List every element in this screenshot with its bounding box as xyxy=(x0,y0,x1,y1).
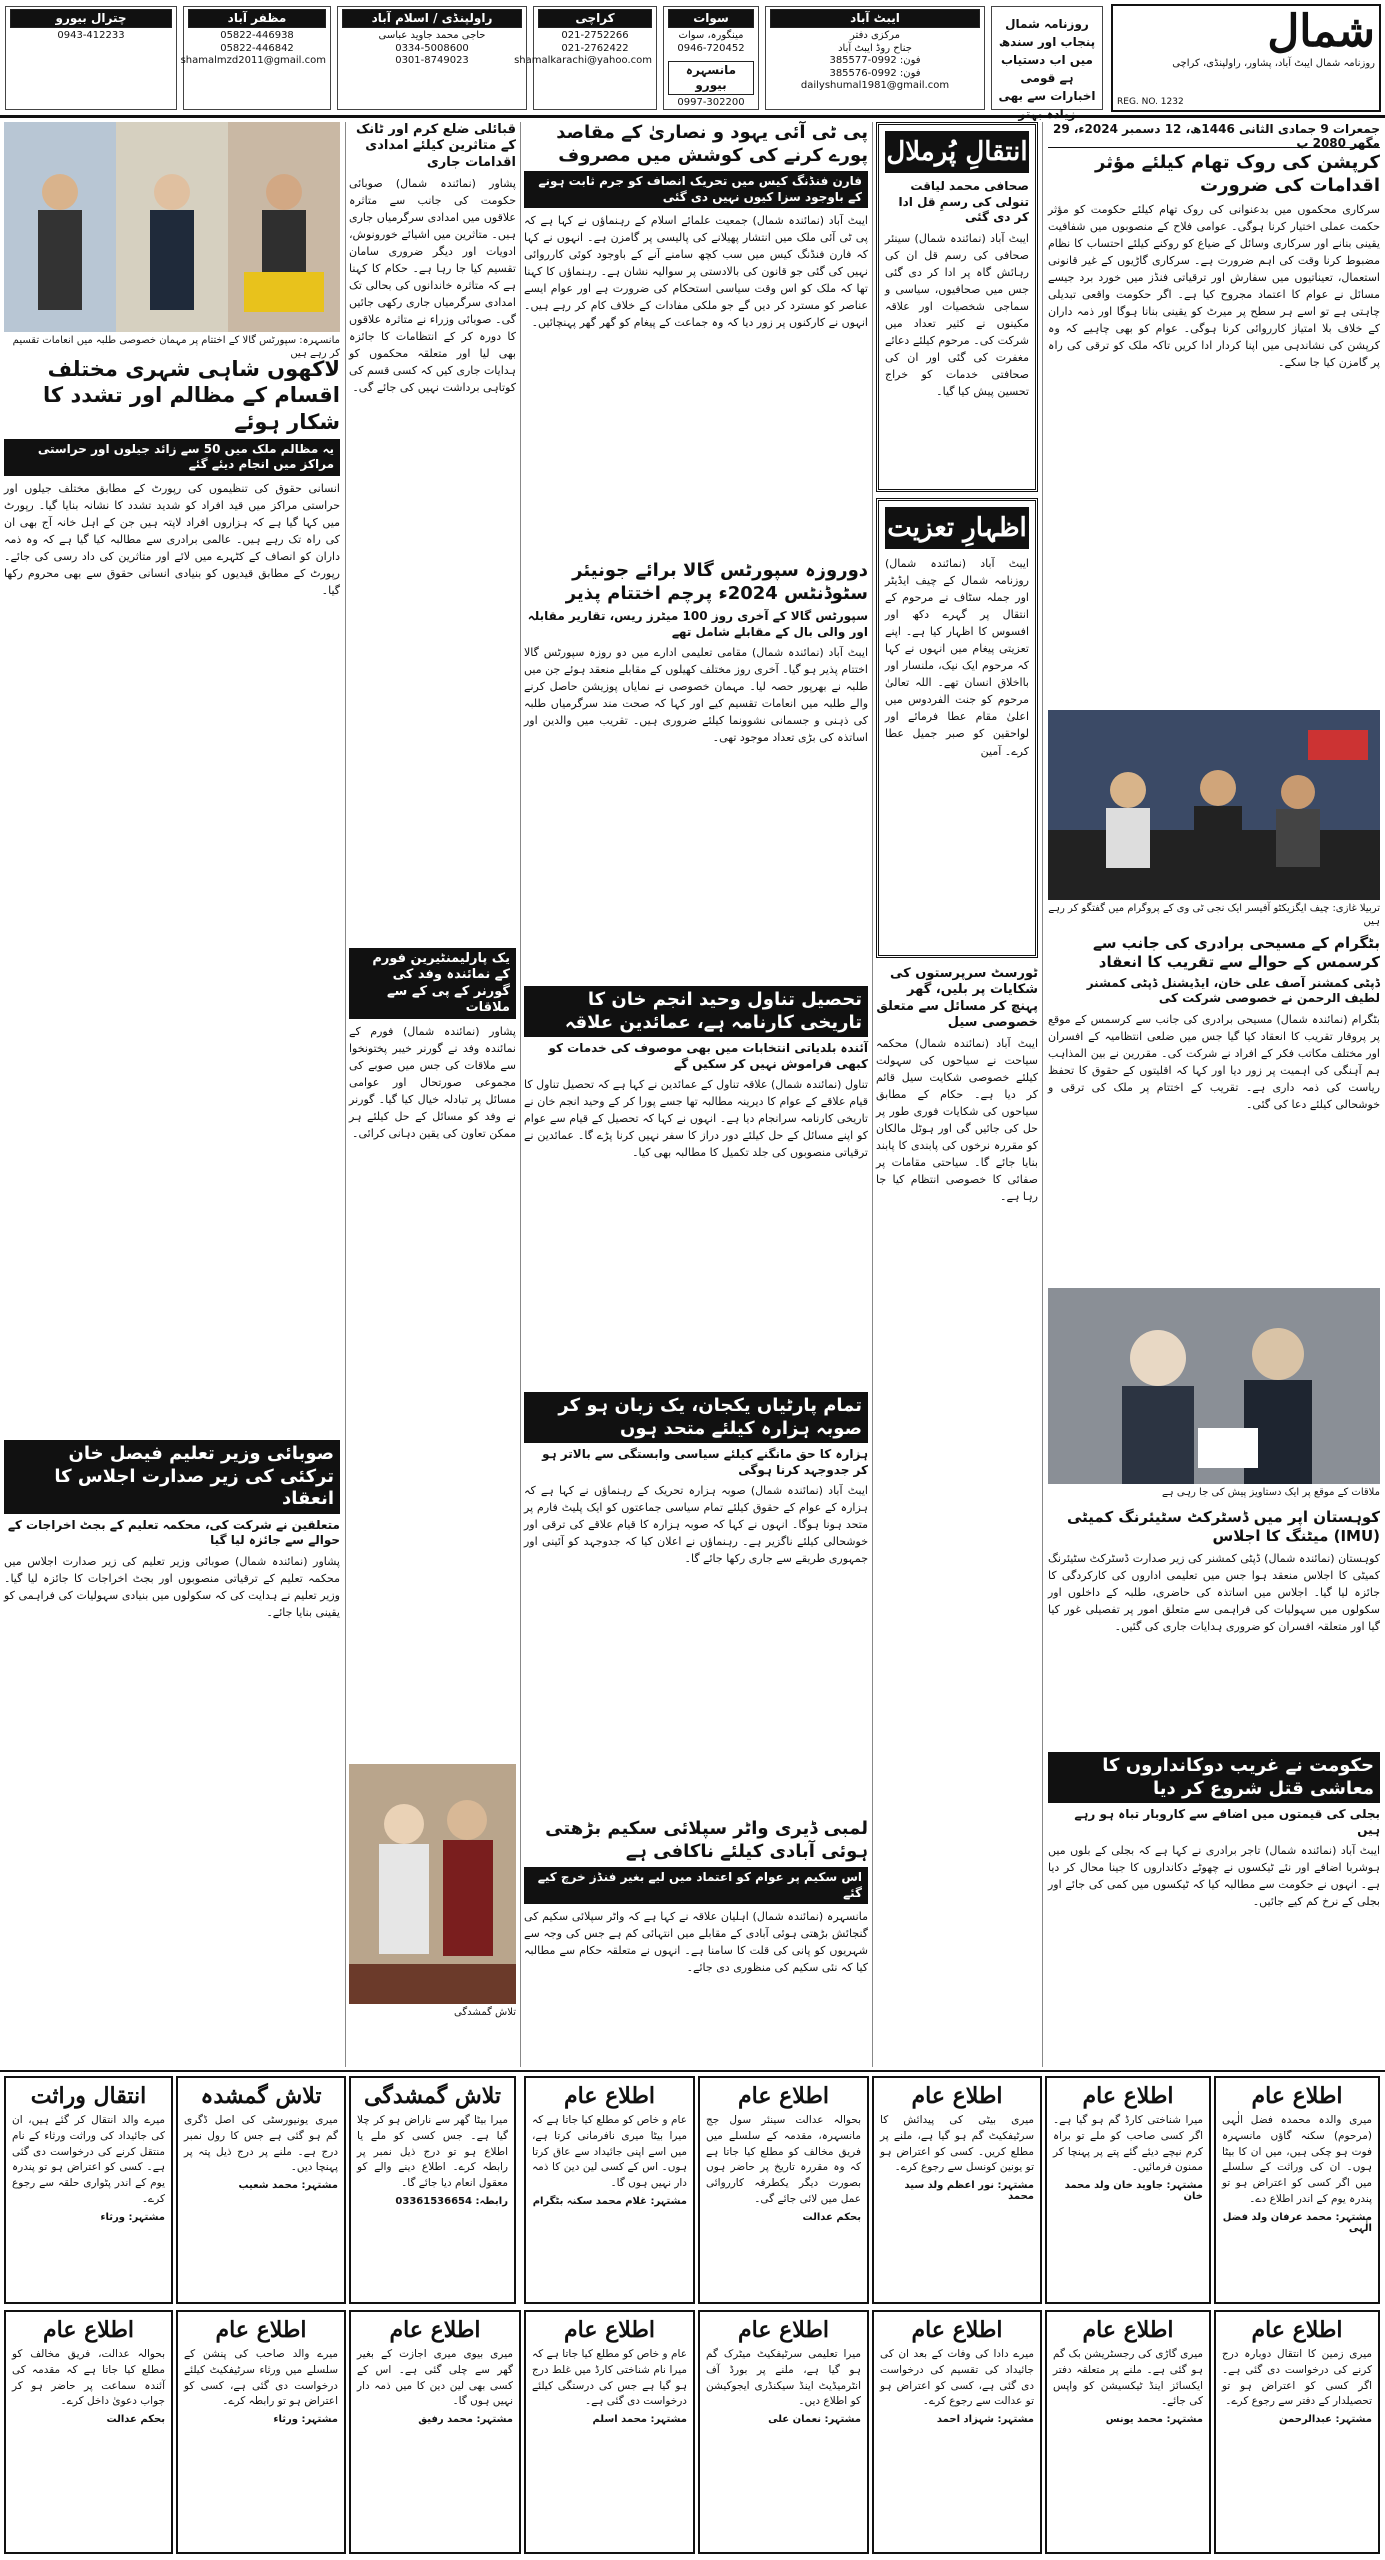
article-body: بٹگرام (نمائندہ شمال) مسیحی برادری کی جانب سے کرسمس کے موقع پر پروقار تقریب کا انعقاد کیا گیا جس میں ضلعی انتظامیہ کے افسران اور مختلف مکاتب فکر کے افراد نے شرکت کی۔ مقررین نے بین المذاہب ہم آہنگی کی اہمیت پر زور دیا اور کہا کہ اقلیتوں کے حقوق کا تحفظ ریاست کی ذمہ داری ہے۔ تقریب کے اختتام پر ملک کی ترقی و خوشحالی کیلئے دعا کی گئی۔ xyxy=(1048,1012,1380,1111)
office-city: سوات xyxy=(668,9,754,28)
notice-title: اطلاع عام xyxy=(389,2317,481,2343)
article-body: ایبٹ آباد (نمائندہ شمال) جمعیت علمائے اسلام کے رہنماؤں نے کہا ہے کہ پی ٹی آئی ملک میں انتشار پھیلانے کی پالیسی پر گامزن ہے۔ انہوں نے کہا کہ فارن فنڈنگ کیس میں سب کچھ سامنے آنے کے باوجود کوئی کارروائی نہیں کی گئی جو قانون کی بالادستی پر سوالیہ نشان ہے۔ رہنماؤں کا کہنا تھا کہ ملک کو اس وقت سیاسی استحکام کی ضرورت ہے اور عوام ایسے عناصر کو مسترد کر دیں گے جو ملکی مفادات کے خلاف کام کر رہے ہیں۔ انہوں نے کارکنوں پر زور دیا کہ وہ جماعت کے پیغام کو گھر گھر پہنچائیں۔ xyxy=(524,214,868,330)
newspaper-logo xyxy=(1111,4,1381,112)
registration-number: REG. NO. 1232 xyxy=(1117,97,1184,107)
subhead: ڈپٹی کمشنر آصف علی خان، ایڈیشنل ڈپٹی کمشنر لطیف الرحمن نے خصوصی شرکت کی xyxy=(1086,975,1380,1006)
photo-studio-caption: تربیلا غازی: چیف ایگزیکٹو آفیسر ایک نجی ٹی وی کے پروگرام میں گفتگو کر رہے ہیں xyxy=(1048,902,1380,930)
office-city: مانسہرہ بیورو xyxy=(668,61,754,95)
notice-title: اطلاع عام xyxy=(911,2317,1003,2343)
notice-title: اطلاع عام xyxy=(564,2083,655,2109)
notice-title: انتقال وراثت xyxy=(30,2083,147,2109)
headline: تمام پارٹیاں یکجان، یک زبان ہو کر صوبہ ہزارہ کیلئے متحد ہوں xyxy=(524,1392,868,1443)
notice-text: میری یونیورسٹی کی اصل ڈگری گم ہو گئی ہے جس کا رول نمبر درج ہے۔ ملنے پر درج ذیل پتہ پر پہنچا دیں۔ xyxy=(184,2114,338,2174)
office-label: مرکزی دفتر xyxy=(850,30,900,41)
notice-text: میرا تعلیمی سرٹیفکیٹ میٹرک گم ہو گیا ہے، ملنے پر بورڈ آف انٹرمیڈیٹ اینڈ سیکنڈری ایجوکیشن کو اطلاع دیں۔ xyxy=(706,2348,861,2408)
notice-text: میری بیوی میری اجازت کے بغیر گھر سے چلی گئی ہے۔ اس کے کسی بھی لین دین کا میں ذمہ دار نہیں ہوں گا۔ xyxy=(357,2348,513,2408)
notice xyxy=(349,2076,516,2304)
notice-footer: مشتہر: ورثاء xyxy=(100,2211,165,2223)
date-text: جمعرات 9 جمادی الثانی 1446ھ، 12 دسمبر 2024ء، 29 مگھر 2080 ب xyxy=(1052,122,1380,150)
article-corruption xyxy=(1048,152,1380,704)
photo-missing-caption: تلاش گمشدگی xyxy=(349,2006,516,2024)
article-shopkeepers xyxy=(1048,1752,1380,2067)
photo-ceremony-caption: مانسہرہ: سپورٹس گالا کے اختتام پر مہمان خصوصی طلبہ میں انعامات تقسیم کر رہے ہیں xyxy=(4,334,340,352)
notice xyxy=(872,2076,1042,2304)
logo-name: شمال xyxy=(1267,6,1375,57)
article-body: انسانی حقوق کی تنظیموں کی رپورٹ کے مطابق مختلف جیلوں اور حراستی مراکز میں قید افراد کو شدید تشدد کا نشانہ بنایا گیا۔ رپورٹ میں کہا گیا ہے کہ ہزاروں افراد لاپتہ ہیں جن کے اہل خانہ آج بھی ان کی راہ تک رہے ہیں۔ عالمی برادری سے مطالبہ کیا گیا ہے کہ وہ ذمہ داران کو انصاف کے کٹہرے میں لائے اور متاثرین کی داد رسی کی جائے۔ رپورٹ کے مطابق قیدیوں کو بنیادی انسانی حقوق سے بھی محروم رکھا گیا۔ xyxy=(4,481,340,598)
notice-title: اطلاع عام xyxy=(564,2317,655,2343)
article-tanawal xyxy=(524,986,868,1386)
box-title: اظہارِ تعزیت xyxy=(885,507,1029,549)
column-rule xyxy=(1042,122,1043,2067)
notice xyxy=(349,2310,521,2554)
office-line: فون: 0992-385577 xyxy=(829,55,921,66)
article-body: کوہستان (نمائندہ شمال) ڈپٹی کمشنر کی زیر صدارت ڈسٹرکٹ سٹیئرنگ کمیٹی کا اجلاس منعقد ہوا جس میں تعلیمی اداروں کی کارکردگی کا جائزہ لیا گیا۔ اجلاس میں اساتذہ کی حاضری، طلبہ کے داخلوں اور سکولوں میں سہولیات کی فراہمی سے متعلق امور پر تفصیلی غور کیا گیا اور متعلقہ افسران کو ضروری ہدایات جاری کی گئیں۔ xyxy=(1048,1551,1380,1633)
article-education xyxy=(4,1440,340,2066)
article-body: ایبٹ آباد (نمائندہ شمال) تاجر برادری نے کہا ہے کہ بجلی کے بلوں میں ہوشربا اضافے اور نئے ٹیکسوں نے چھوٹے دکانداروں کا جینا محال کر دیا ہے۔ انہوں نے حکومت سے مطالبہ کیا کہ ٹیکسوں میں کمی کی جائے اور بجلی کے نرخ کم کیے جائیں۔ xyxy=(1048,1844,1380,1909)
headline: بٹگرام کے مسیحی برادری کی جانب سے کرسمس کے حوالے سے تقریب کا انعقاد xyxy=(1092,934,1380,971)
notice-title: تلاش گمشدہ xyxy=(200,2083,322,2109)
article-forum xyxy=(349,948,516,1758)
article-sports xyxy=(524,560,868,980)
article-body: پشاور (نمائندہ شمال) صوبائی حکومت کی جانب سے متاثرہ علاقوں میں امدادی سرگرمیاں جاری ہیں۔ متاثرین میں اشیائے خورونوش، ادویات اور دیگر ضروری سامان تقسیم کیا جا رہا ہے۔ حکام کا کہنا ہے کہ متاثرہ خاندانوں کی بحالی تک امدادی سرگرمیاں جاری رکھی جائیں گی۔ صوبائی وزراء نے متاثرہ علاقوں کا دورہ کر کے انتظامات کا جائزہ بھی لیا اور متعلقہ محکموں کو ہدایات جاری کیں کہ کسی قسم کی کوتاہی برداشت نہیں کی جائے گی۔ xyxy=(349,176,516,395)
notice xyxy=(524,2076,695,2304)
notice-text: میرا شناختی کارڈ گم ہو گیا ہے۔ اگر کسی صاحب کو ملے تو براہ کرم نیچے دیئے گئے پتے پر پہنچا کر ممنون فرمائیں۔ xyxy=(1053,2114,1203,2174)
subhead: صحافی محمد لیاقت تنولی کی رسمِ قل ادا کر دی گئی xyxy=(898,179,1029,225)
notice-title: اطلاع عام xyxy=(215,2317,307,2343)
box-title: انتقالِ پُرملال xyxy=(885,131,1029,173)
article-water xyxy=(524,1818,868,2066)
office-line: حاجی محمد جاوید عباسی xyxy=(378,30,486,41)
article-body: سرکاری محکموں میں بدعنوانی کی روک تھام کیلئے حکومت کو مؤثر حکمت عملی اختیار کرنا ہوگی۔ عوامی فلاح کے منصوبوں میں شفافیت یقینی بنانے اور سرکاری وسائل کے ضیاع کو روکنے کیلئے احتساب کا نظام مضبوط کرنا وقت کی اہم ضرورت ہے۔ سرکاری گاڑیوں کے غیر قانونی استعمال، تعیناتیوں میں سفارش اور ترقیاتی فنڈز میں خورد برد جیسے مسائل نے عوام کا اعتماد مجروح کیا ہے۔ اگر حکومت واقعی تبدیلی چاہتی ہے تو اسے ہر سطح پر میرٹ کو یقینی بنانا ہوگا اور ذمہ داران کے خلاف بلا امتیاز کارروائی کرنا ہوگی۔ عوام کو بھی چاہیے کہ وہ کرپشن کی نشاندہی میں اپنا کردار ادا کریں تاکہ ملک کو ترقی کی راہ پر گامزن کیا جا سکے۔ xyxy=(1048,203,1380,370)
office-city: راولپنڈی / اسلام آباد xyxy=(342,9,522,28)
notice-title: اطلاع عام xyxy=(1082,2317,1174,2343)
headline: لاکھوں شاہی شہری مختلف اقسام کے مظالم اور تشدد کا شکار ہوئے xyxy=(43,357,340,434)
notice xyxy=(4,2076,173,2304)
photo-missing-image xyxy=(349,1764,516,2004)
headline: تحصیل تناول وحید انجم خان کا تاریخی کارنامہ ہے، عمائدین علاقہ xyxy=(524,986,868,1037)
headline: دوروزہ سپورٹس گالا برائے جونیئر سٹوڈنٹس 2024ء پرچم اختتام پذیر xyxy=(565,560,868,604)
subhead: اس سکیم پر عوام کو اعتماد میں لیے بغیر فنڈز خرچ کیے گئے xyxy=(524,1867,868,1904)
notice-text: میرے والد انتقال کر گئے ہیں، ان کی جائیداد کی وراثت ورثاء کے نام منتقل کرنے کی درخواست دی گئی ہے۔ کسی کو اعتراض ہو تو پندرہ یوم کے اندر پٹواری حلقہ سے رجوع کرے۔ xyxy=(12,2114,165,2205)
office-karachi xyxy=(514,6,657,110)
article-christmas xyxy=(1048,934,1380,1334)
notice-footer: مشتہر: غلام محمد سکنہ بٹگرام xyxy=(532,2195,687,2207)
photo-missing xyxy=(349,1764,516,2004)
notice xyxy=(176,2310,346,2554)
notice-footer: بحکم عدالت xyxy=(106,2414,165,2425)
office-line: 0946-720452 xyxy=(677,42,745,54)
photo-studio xyxy=(1048,710,1380,900)
notice-text: میری بیٹی کی پیدائش کا سرٹیفکیٹ گم ہو گیا ہے، ملنے پر مطلع کریں۔ کسی کو اعتراض ہو تو یونین کونسل سے رجوع کرے۔ xyxy=(880,2114,1034,2174)
article-body: ایبٹ آباد (نمائندہ شمال) محکمہ سیاحت نے سیاحوں کی سہولت کیلئے خصوصی شکایت سیل قائم کر دیا ہے۔ حکام کے مطابق سیاحوں کی شکایات فوری طور پر حل کی جائیں گی اور ہوٹل مالکان کو مقررہ نرخوں کی پابندی کا پابند بنایا جائے گا۔ سیاحتی مقامات پر صفائی کا خصوصی انتظام کیا جا رہا ہے۔ xyxy=(876,1037,1038,1204)
subhead: ہزارہ کا حق مانگنے کیلئے سیاسی وابستگی سے بالاتر ہو کر جدوجہد کرنا ہوگی xyxy=(542,1447,868,1477)
office-chitral xyxy=(5,6,177,110)
office-line: 021-2762422 xyxy=(561,42,629,54)
notice-footer: مشتہر: عبدالرحمن xyxy=(1278,2414,1372,2425)
article-body: پشاور (نمائندہ شمال) فورم کے نمائندہ وفد نے گورنر خیبر پختونخوا سے ملاقات کی جس میں صوبے کی مجموعی صورتحال اور عوامی مسائل پر تبادلہ خیال کیا گیا۔ گورنر نے وفد کو مسائل کے حل کیلئے ہر ممکن تعاون کی یقین دہانی کرائی۔ xyxy=(349,1025,516,1141)
notice-footer: مشتہر: شہزاد احمد xyxy=(936,2414,1034,2425)
notice-text: عام و خاص کو مطلع کیا جاتا ہے کہ میرا نام شناختی کارڈ میں غلط درج ہو گیا ہے جس کی درستگی کیلئے درخواست دی گئی ہے۔ xyxy=(532,2348,687,2408)
article-body: ایبٹ آباد (نمائندہ شمال) سینئر صحافی کی رسم قل ان کی رہائش گاہ پر ادا کر دی گئی جس میں صحافیوں، سیاسی و سماجی شخصیات اور علاقہ مکینوں نے کثیر تعداد میں شرکت کی۔ مرحوم کیلئے دعائے مغفرت کی گئی اور ان کی صحافتی خدمات کو خراج تحسین پیش کیا گیا۔ xyxy=(885,231,1029,399)
notice-title: اطلاع عام xyxy=(738,2317,829,2343)
office-city: مظفر آباد xyxy=(188,9,326,28)
notice-title: تلاش گمشدگی xyxy=(364,2083,501,2109)
office-line: مینگورہ، سوات xyxy=(678,30,744,41)
notice xyxy=(1045,2076,1211,2304)
photo-ceremony-image xyxy=(4,122,340,332)
notice-title: اطلاع عام xyxy=(1251,2083,1343,2109)
headline: صوبائی وزیر تعلیم فیصل خان ترکئی کی زیر صدارت اجلاس کا انعقاد xyxy=(4,1440,340,1514)
office-line: 021-2752266 xyxy=(561,30,629,41)
office-email[interactable]: shamalkarachi@yahoo.com xyxy=(514,55,652,66)
office-city: ایبٹ آباد xyxy=(770,9,980,28)
subhead: آئندہ بلدیاتی انتخابات میں بھی موصوف کی خدمات کو کبھی فراموش نہیں کر سکیں گے xyxy=(548,1041,868,1071)
article-prisoners xyxy=(4,356,340,1436)
article-body: ایبٹ آباد (نمائندہ شمال) مقامی تعلیمی ادارے میں دو روزہ سپورٹس گالا اختتام پذیر ہو گیا۔ آخری روز مختلف کھیلوں کے مقابلے منعقد ہوئے جن میں طلبہ نے بھرپور حصہ لیا۔ مہمان خصوصی نے نمایاں پوزیشن حاصل کرنے والے طلبہ میں انعامات تقسیم کیے اور کہا کہ صحت مند سرگرمیاں طلبہ کی ذہنی و جسمانی نشوونما کیلئے ضروری ہیں۔ تقریب میں والدین اور اساتذہ کی بڑی تعداد موجود تھی۔ xyxy=(524,646,868,745)
notice-text: میری والدہ محمدہ فضل الٰہی (مرحوم) سکنہ گاؤں مانسہرہ فوت ہو چکی ہیں، میں ان کا بیٹا ہوں۔ ان کی وراثت کے سلسلے میں اگر کسی کو اعتراض ہو تو پندرہ یوم کے اندر اطلاع دے۔ xyxy=(1222,2114,1372,2205)
office-line: جناح روڈ ایبٹ آباد xyxy=(838,42,912,54)
notice xyxy=(524,2310,695,2554)
notice-footer: مشتہر: جاوید خان ولد محمد خان xyxy=(1064,2180,1203,2202)
notice-text: میری گاڑی کی رجسٹریشن بک گم ہو گئی ہے۔ ملنے پر متعلقہ دفتر ایکسائز اینڈ ٹیکسیشن کو واپس کی جائے۔ xyxy=(1053,2348,1203,2408)
notice xyxy=(872,2310,1042,2554)
photo-ceremony xyxy=(4,122,340,332)
notice-footer: رابطہ: 03361536654 xyxy=(395,2195,508,2207)
notice-text: بحوالہ عدالت، فریق مخالف کو مطلع کیا جاتا ہے کہ مقدمہ کی آئندہ سماعت پر حاضر ہو کر جواب دعویٰ داخل کرے۔ xyxy=(12,2348,165,2408)
subhead: یہ مظالم ملک میں 50 سے زائد جیلوں اور حراستی مراکز میں انجام دیئے گئے xyxy=(4,439,340,476)
article-tourism xyxy=(876,966,1038,2066)
notice-text: میری زمین کا انتقال دوبارہ درج کرنے کی درخواست دی گئی ہے۔ اگر کسی کو اعتراض ہو تو تحصیلدار کے دفتر سے رجوع کرے۔ xyxy=(1222,2348,1372,2408)
notice-footer: مشتہر: محمد شعیب xyxy=(238,2180,338,2191)
notice-footer: مشتہر: نور اعظم ولد سید محمد xyxy=(904,2180,1034,2202)
headline: حکومت نے غریب دوکانداروں کا معاشی قتل شروع کر دیا xyxy=(1048,1752,1380,1803)
subhead: فارن فنڈنگ کیس میں تحریک انصاف کو جرم ثابت ہونے کے باوجود سزا کیوں نہیں دی گئی xyxy=(524,171,868,208)
office-abbottabad xyxy=(765,6,985,110)
photo-studio-image xyxy=(1048,710,1380,900)
notice-footer: مشتہر: محمد یونس xyxy=(1105,2414,1203,2425)
photo-meeting xyxy=(1048,1288,1380,1484)
notice xyxy=(4,2310,173,2554)
article-tribal xyxy=(349,122,516,942)
office-rawalpindi xyxy=(337,6,527,110)
office-city: کراچی xyxy=(538,9,652,28)
notice-footer: مشتہر: محمد اسلم xyxy=(592,2414,687,2425)
notice-text: بحوالہ عدالت سینئر سول جج مانسہرہ، مقدمہ کے سلسلے میں فریق مخالف کو مطلع کیا جاتا ہے کہ وہ مقررہ تاریخ پر حاضر ہوں بصورت دیگر یکطرفہ کارروائی عمل میں لائی جائے گی۔ xyxy=(706,2114,861,2205)
headline: کرپشن کی روک تھام کیلئے مؤثر اقدامات کی ضرورت xyxy=(1095,152,1380,196)
subhead: سپورٹس گالا کے آخری روز 100 میٹرز ریس، تقاریر مقابلہ اور والی بال کے مقابلے شامل تھے xyxy=(527,609,868,639)
classifieds-divider xyxy=(0,2070,1385,2072)
headline: قبائلی ضلع کرم اور ٹانک کے متاثرین کیلئے امدادی اقدامات جاری xyxy=(355,122,516,170)
notice xyxy=(176,2076,346,2304)
notice-title: اطلاع عام xyxy=(43,2317,134,2343)
notice-footer: مشتہر: محمد عرفان ولد فضل الٰہی xyxy=(1222,2211,1372,2234)
box-inteqal xyxy=(876,122,1038,492)
tagline-box xyxy=(991,6,1103,121)
notice-footer: مشتہر: محمد رفیق xyxy=(418,2414,513,2425)
notice-text: عام و خاص کو مطلع کیا جاتا ہے کہ میرا بیٹا میری نافرمانی کرتا ہے، میں اسے اپنی جائیداد سے عاق کرتا ہوں۔ اس کے کسی لین دین کا ذمہ دار نہیں ہوں گا۔ xyxy=(532,2114,687,2189)
office-email[interactable]: dailyshumal1981@gmail.com xyxy=(800,80,950,91)
article-body: مانسہرہ (نمائندہ شمال) اہلیان علاقہ نے کہا ہے کہ واٹر سپلائی سکیم کی گنجائش بڑھتی ہوئی آبادی کے مقابلے میں انتہائی کم ہے جس کی وجہ سے شہریوں کو پانی کی قلت کا سامنا ہے۔ انہوں نے متعلقہ حکام سے مطالبہ کیا کہ نئی سکیم کی منظوری دی جائے۔ xyxy=(524,1910,868,1975)
office-line: 0301-8749023 xyxy=(395,55,469,66)
date-line xyxy=(1048,122,1380,148)
notice xyxy=(1214,2310,1380,2554)
office-line: 05822-446842 xyxy=(220,42,294,54)
office-line: فون: 0992-385576 xyxy=(829,67,921,79)
office-line: 0943-412233 xyxy=(57,30,125,41)
article-body: تناول (نمائندہ شمال) علاقہ تناول کے عمائدین نے کہا ہے کہ تحصیل تناول کا قیام علاقے کے عوام کا دیرینہ مطالبہ تھا جسے پورا کر کے وحید انجم خان نے تاریخی کارنامہ سرانجام دیا ہے۔ انہوں نے کہا کہ تحصیل کے قیام سے عوام کو اپنے مسائل کے حل کیلئے دور دراز کا سفر نہیں کرنا پڑے گا۔ عمائدین نے ترقیاتی منصوبوں کی جلد تکمیل کا مطالبہ بھی کیا۔ xyxy=(524,1078,868,1160)
headline: کوہستان اپر میں ڈسٹرکٹ سٹیئرنگ کمیٹی (IMU) میٹنگ کا اجلاس xyxy=(1067,1508,1380,1545)
notice xyxy=(698,2310,869,2554)
logo-subtitle: روزنامہ شمال ایبٹ آباد، پشاور، راولپنڈی، کراچی xyxy=(1172,58,1375,69)
headline: یک پارلیمنٹیرین فورم کے نمائندہ وفد کی گورنر کے پی کے سے ملاقات xyxy=(349,948,516,1019)
article-body: ایبٹ آباد (نمائندہ شمال) روزنامہ شمال کے چیف ایڈیٹر اور جملہ سٹاف نے مرحوم کے انتقال پر گہرے دکھ اور افسوس کا اظہار کیا ہے۔ اپنے تعزیتی پیغام میں انہوں نے کہا کہ مرحوم ایک نیک، ملنسار اور بااخلاق انسان تھے۔ اللہ تعالیٰ مرحوم کو جنت الفردوس میں اعلیٰ مقام عطا فرمائے اور لواحقین کو صبر جمیل عطا کرے۔ آمین xyxy=(885,557,1029,758)
article-pti xyxy=(524,122,868,552)
notice-footer: مشتہر: نعمان علی xyxy=(768,2414,861,2425)
column-rule xyxy=(520,122,521,2067)
notice xyxy=(698,2076,869,2304)
headline: ٹورسٹ سرپرستوں کی شکایات پر بلیں، گھر پہنچ کر مسائل سے متعلق خصوصی سیل xyxy=(876,966,1038,1030)
tagline: روزنامہ شمال پنجاب اور سندھ میں اب دستیاب ہے قومی اخبارات سے بھی زیادہ بہتر xyxy=(998,17,1096,121)
notice-text: میرے دادا کی وفات کے بعد ان کی جائیداد کی تقسیم کی درخواست دی گئی ہے، کسی کو اعتراض ہو تو عدالت سے رجوع کرے۔ xyxy=(880,2348,1034,2408)
notice xyxy=(1045,2310,1211,2554)
article-kohistan xyxy=(1048,1508,1380,1748)
office-muzaffarabad xyxy=(180,6,331,110)
masthead xyxy=(0,0,1385,121)
notice-title: اطلاع عام xyxy=(911,2083,1003,2109)
headline: پی ٹی آئی یہود و نصاریٰ کے مقاصد پورے کرنے کی کوشش میں مصروف xyxy=(556,122,868,166)
notice-text: میرے والد صاحب کی پنشن کے سلسلے میں ورثاء سرٹیفکیٹ کیلئے درخواست دی گئی ہے، کسی کو اعتراض ہو تو رابطہ کرے۔ xyxy=(184,2348,338,2408)
subhead: متعلقین نے شرکت کی، محکمہ تعلیم کے بجٹ اخراجات کے حوالے سے جائزہ لیا گیا xyxy=(7,1517,340,1548)
subhead: بجلی کی قیمتوں میں اضافے سے کاروبار تباہ ہو رہے ہیں xyxy=(1074,1807,1380,1837)
notice-title: اطلاع عام xyxy=(1082,2083,1174,2109)
office-line: 05822-446938 xyxy=(220,30,294,41)
article-body: ایبٹ آباد (نمائندہ شمال) صوبہ ہزارہ تحریک کے رہنماؤں نے کہا ہے کہ ہزارہ کے عوام کے حقوق کیلئے تمام سیاسی جماعتوں کو ایک پلیٹ فارم پر متحد ہونا ہوگا۔ انہوں نے کہا کہ صوبہ ہزارہ کا قیام علاقے کی ترقی اور خوشحالی کیلئے ناگزیر ہے۔ رہنماؤں نے اعلان کیا کہ جدوجہد کو آئینی اور جمہوری طریقے سے جاری رکھا جائے گا۔ xyxy=(524,1484,868,1566)
photo-meeting-image xyxy=(1048,1288,1380,1484)
photo-meeting-caption: ملاقات کے موقع پر ایک دستاویز پیش کی جا رہی ہے xyxy=(1048,1486,1380,1504)
office-line: 0997-302200 xyxy=(677,97,745,108)
column-rule xyxy=(345,122,346,2067)
notice-footer: مشتہر: ورثاء xyxy=(273,2414,338,2425)
office-swat xyxy=(663,6,759,110)
office-email[interactable]: shamalmzd2011@gmail.com xyxy=(180,55,326,66)
box-tazeeat xyxy=(876,498,1038,958)
office-line: 0334-5008600 xyxy=(395,42,469,54)
notice-title: اطلاع عام xyxy=(1251,2317,1343,2343)
column-rule xyxy=(872,122,873,2067)
office-city: چترال بیورو xyxy=(10,9,172,28)
notice-title: اطلاع عام xyxy=(738,2083,829,2109)
notice xyxy=(1214,2076,1380,2304)
headline: لمبی ڈیری واٹر سپلائی سکیم بڑھتی ہوئی آبادی کیلئے ناکافی ہے xyxy=(545,1818,868,1862)
notice-text: میرا بیٹا گھر سے ناراض ہو کر چلا گیا ہے۔ جس کسی کو ملے یا اطلاع ہو تو درج ذیل نمبر پر رابطہ کرے۔ اطلاع دینے والے کو معقول انعام دیا جائے گا۔ xyxy=(357,2114,508,2189)
article-hazara xyxy=(524,1392,868,1812)
notice-footer: بحکم عدالت xyxy=(802,2211,861,2223)
article-body: پشاور (نمائندہ شمال) صوبائی وزیر تعلیم کی زیر صدارت اجلاس میں محکمہ تعلیم کے ترقیاتی منصوبوں اور بجٹ اخراجات کا جائزہ لیا گیا۔ وزیر تعلیم نے ہدایت کی کہ سکولوں میں بنیادی سہولیات کی فراہمی کو یقینی بنایا جائے۔ xyxy=(4,1554,340,1619)
